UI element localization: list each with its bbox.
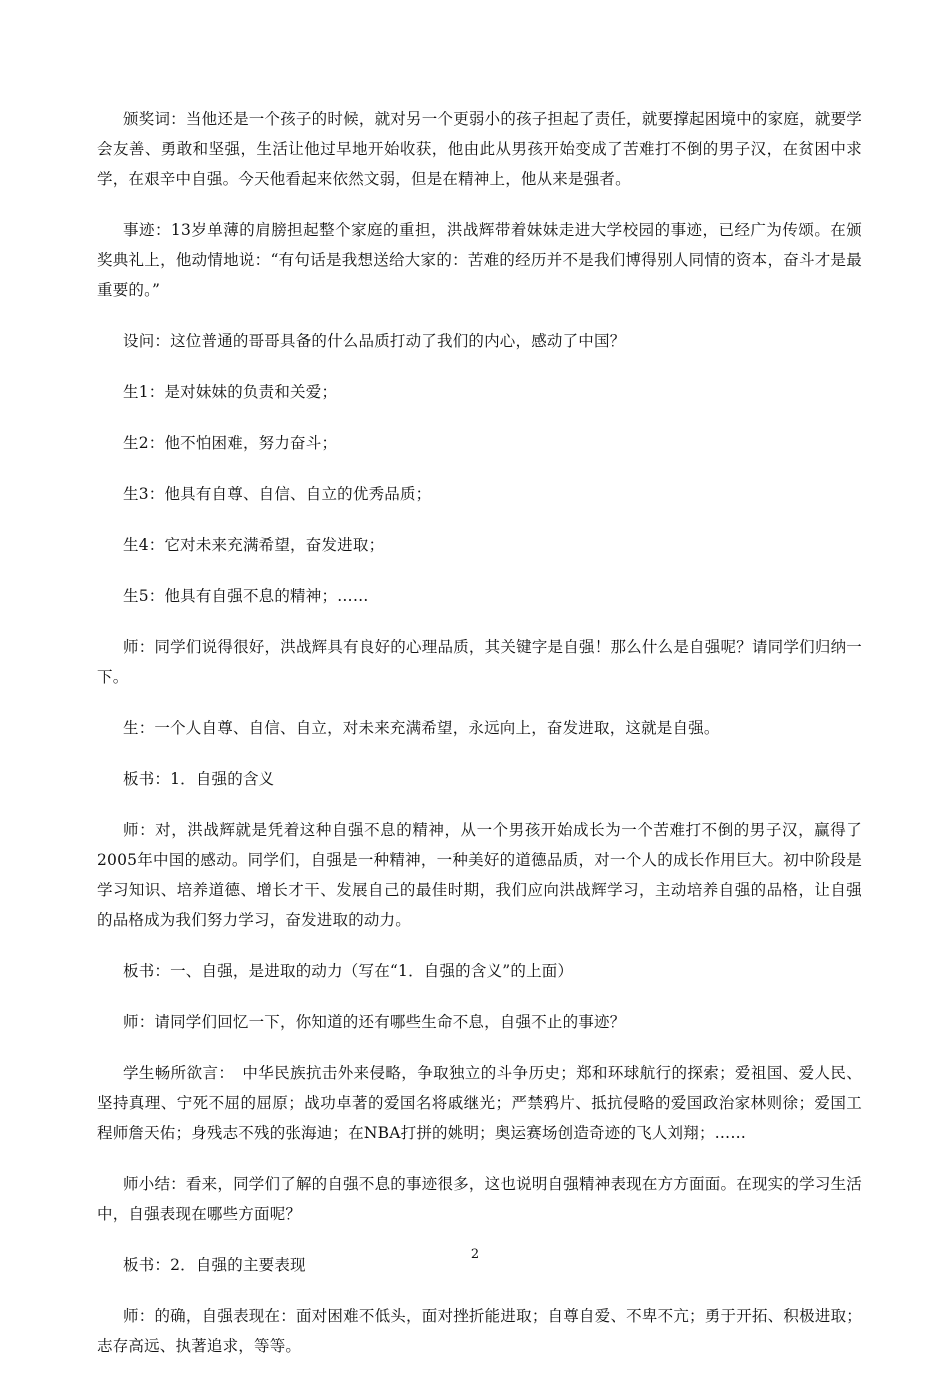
page-number: 2 — [470, 1247, 480, 1262]
teacher-question-paragraph: 师：请同学们回忆一下，你知道的还有哪些生命不息，自强不止的事迹？ — [123, 1013, 626, 1031]
student-answer-3: 生3：他具有自尊、自信、自立的优秀品质； — [123, 485, 432, 503]
blackboard-note-1: 板书：1．自强的含义 — [123, 770, 275, 788]
student-answer-4: 生4：它对未来充满希望，奋发进取； — [123, 536, 385, 554]
student-summary-paragraph: 生：一个人自尊、自信、自立，对未来充满希望，永远向上，奋发进取，这就是自强。 — [123, 719, 720, 737]
teacher-paragraph-1: 师：同学们说得很好，洪战辉具有良好的心理品质，其关键字是自强！那么什么是自强呢？请同学们归纳一下。 — [97, 638, 862, 686]
student-answer-5: 生5：他具有自强不息的精神；…… — [123, 587, 369, 605]
question-paragraph: 设问：这位普通的哥哥具备的什么品质打动了我们的内心，感动了中国？ — [123, 332, 626, 350]
student-discussion-paragraph: 学生畅所欲言： 中华民族抗击外来侵略，争取独立的斗争历史；郑和环球航行的探索；爱祖国、爱人民、坚持真理、宁死不屈的屈原；战功卓著的爱国名将戚继光；严禁鸦片、抵抗侵略的爱国政治家林则徐；爱国工程师詹天佑；身残志不残的张海迪；在NBA打拼的姚明；奥运赛场创造奇迹的飞人刘翔；…… — [97, 1064, 862, 1142]
blackboard-note-2: 板书：一、自强，是进取的动力（写在“1．自强的含义”的上面） — [123, 962, 574, 980]
page-content — [97, 104, 862, 1382]
teacher-paragraph-3: 师：的确，自强表现在：面对困难不低头，面对挫折能进取；自尊自爱、不卑不亢；勇于开拓、积极进取；志存高远、执著追求，等等。 — [97, 1307, 862, 1355]
student-answer-2: 生2：他不怕困难，努力奋斗； — [123, 434, 338, 452]
blackboard-note-3: 板书：2．自强的主要表现 — [123, 1256, 306, 1274]
teacher-summary-paragraph: 师小结：看来，同学们了解的自强不息的事迹很多，这也说明自强精神表现在方方面面。在现实的学习生活中，自强表现在哪些方面呢？ — [97, 1175, 862, 1223]
student-answer-1: 生1：是对妹妹的负责和关爱； — [123, 383, 338, 401]
deeds-paragraph: 事迹：13岁单薄的肩膀担起整个家庭的重担，洪战辉带着妹妹走进大学校园的事迹，已经广为传颂。在颁奖典礼上，他动情地说：“有句话是我想送给大家的：苦难的经历并不是我们博得别人同情的资本，奋斗才是最重要的。” — [97, 221, 862, 299]
teacher-paragraph-2: 师：对，洪战辉就是凭着这种自强不息的精神，从一个男孩开始成长为一个苦难打不倒的男子汉，赢得了2005年中国的感动。同学们，自强是一种精神，一种美好的道德品质，对一个人的成长作用巨大。初中阶段是学习知识、培养道德、增长才干、发展自己的最佳时期，我们应向洪战辉学习，主动培养自强的品格，让自强的品格成为我们努力学习，奋发进取的动力。 — [97, 821, 862, 929]
award-speech-paragraph: 颁奖词：当他还是一个孩子的时候，就对另一个更弱小的孩子担起了责任，就要撑起困境中的家庭，就要学会友善、勇敢和坚强，生活让他过早地开始收获，他由此从男孩开始变成了苦难打不倒的男子汉，在贫困中求学，在艰辛中自强。今天他看起来依然文弱，但是在精神上，他从来是强者。 — [97, 110, 862, 188]
